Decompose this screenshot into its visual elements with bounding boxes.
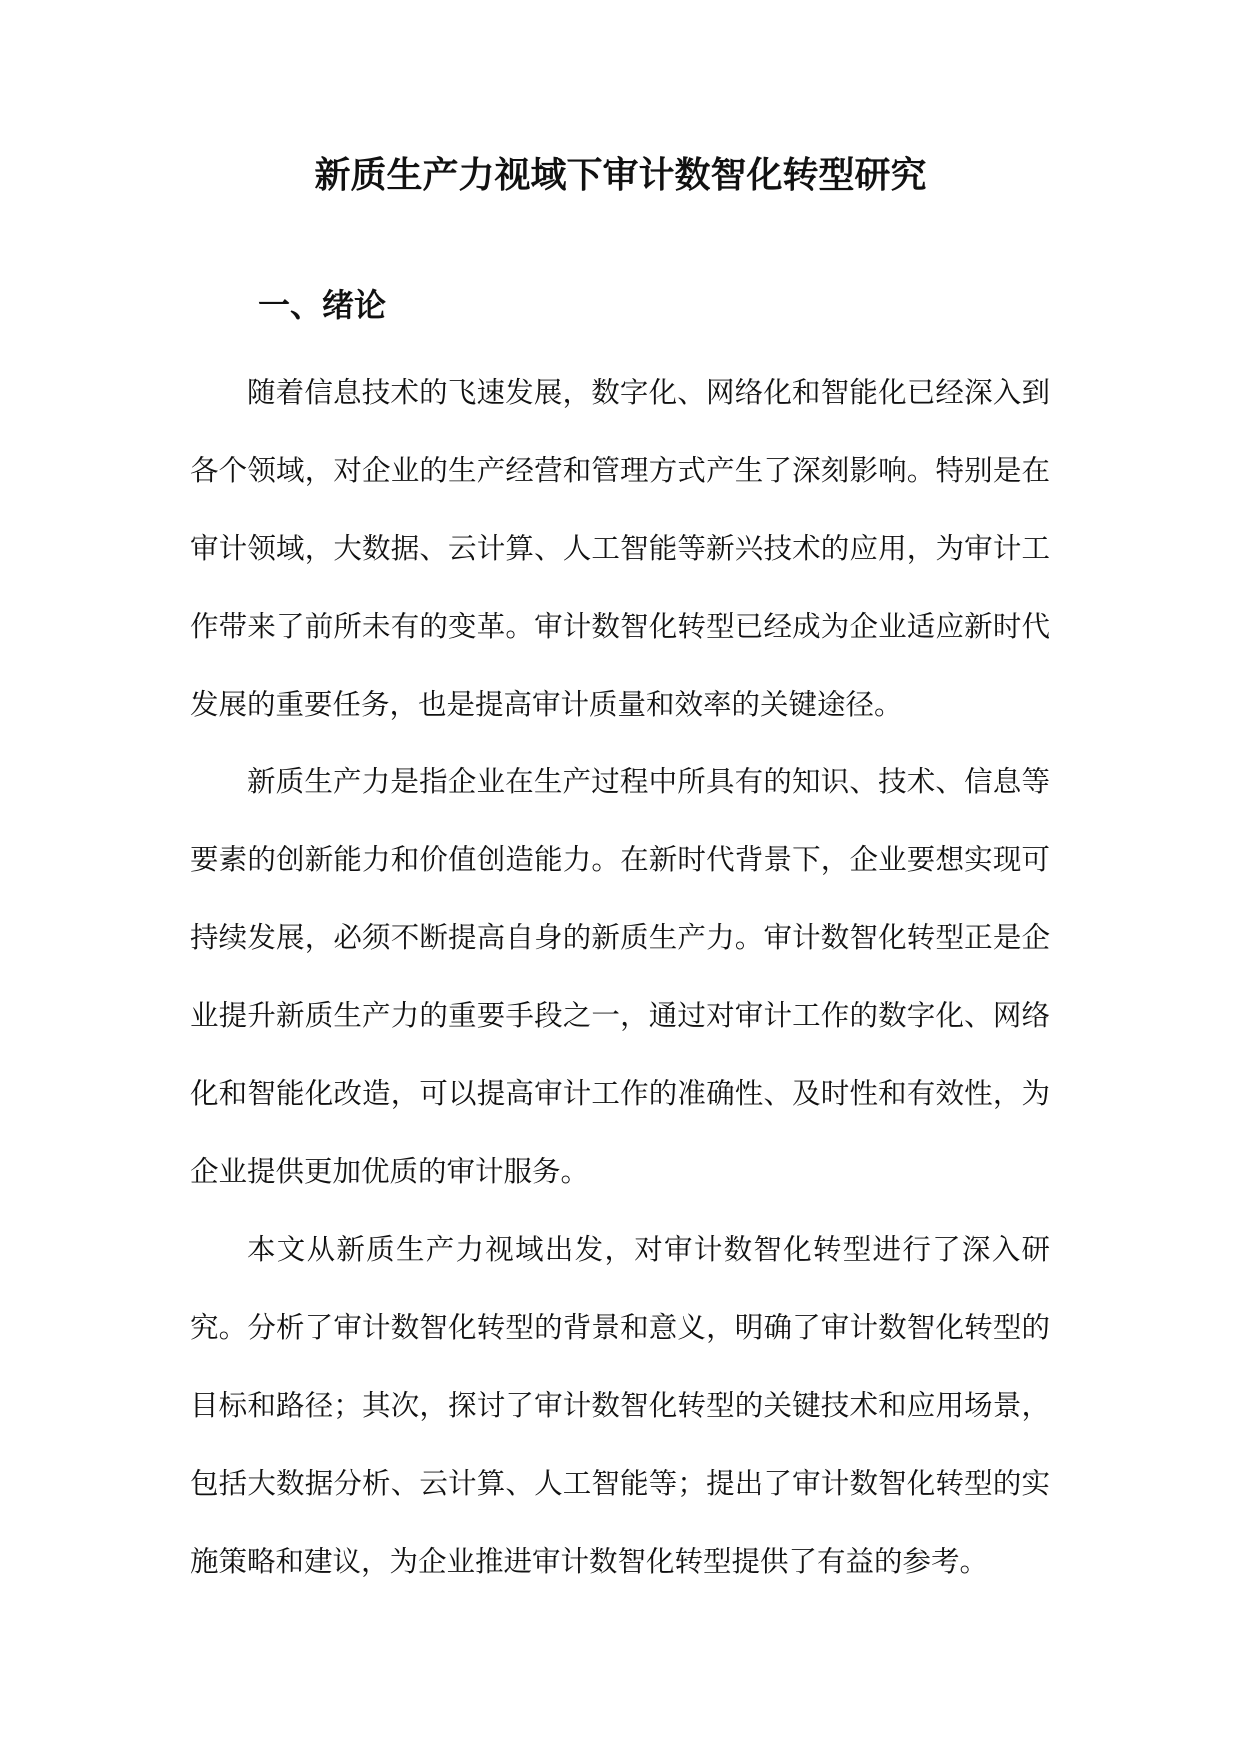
body-paragraph-3: 本文从新质生产力视域出发，对审计数智化转型进行了深入研究。分析了审计数智化转型的背景和意义，明确了审计数智化转型的目标和路径；其次，探讨了审计数智化转型的关键技术和应用场景，包括大数据分析、云计算、人工智能等；提出了审计数智化转型的实施策略和建议，为企业推进审计数智化转型提供了有益的参考。 [190,1233,1050,1578]
page-title: 新质生产力视域下审计数智化转型研究 [314,154,927,196]
section-heading: 一、绪论 [258,286,387,324]
body-paragraph-2: 新质生产力是指企业在生产过程中所具有的知识、技术、信息等要素的创新能力和价值创造能力。在新时代背景下，企业要想实现可持续发展，必须不断提高自身的新质生产力。审计数智化转型正是企业提升新质生产力的重要手段之一，通过对审计工作的数字化、网络化和智能化改造，可以提高审计工作的准确性、及时性和有效性，为企业提供更加优质的审计服务。 [190,765,1050,1188]
body-paragraph-1: 随着信息技术的飞速发展，数字化、网络化和智能化已经深入到各个领域，对企业的生产经营和管理方式产生了深刻影响。特别是在审计领域，大数据、云计算、人工智能等新兴技术的应用，为审计工作带来了前所未有的变革。审计数智化转型已经成为企业适应新时代发展的重要任务，也是提高审计质量和效率的关键途径。 [190,376,1050,721]
